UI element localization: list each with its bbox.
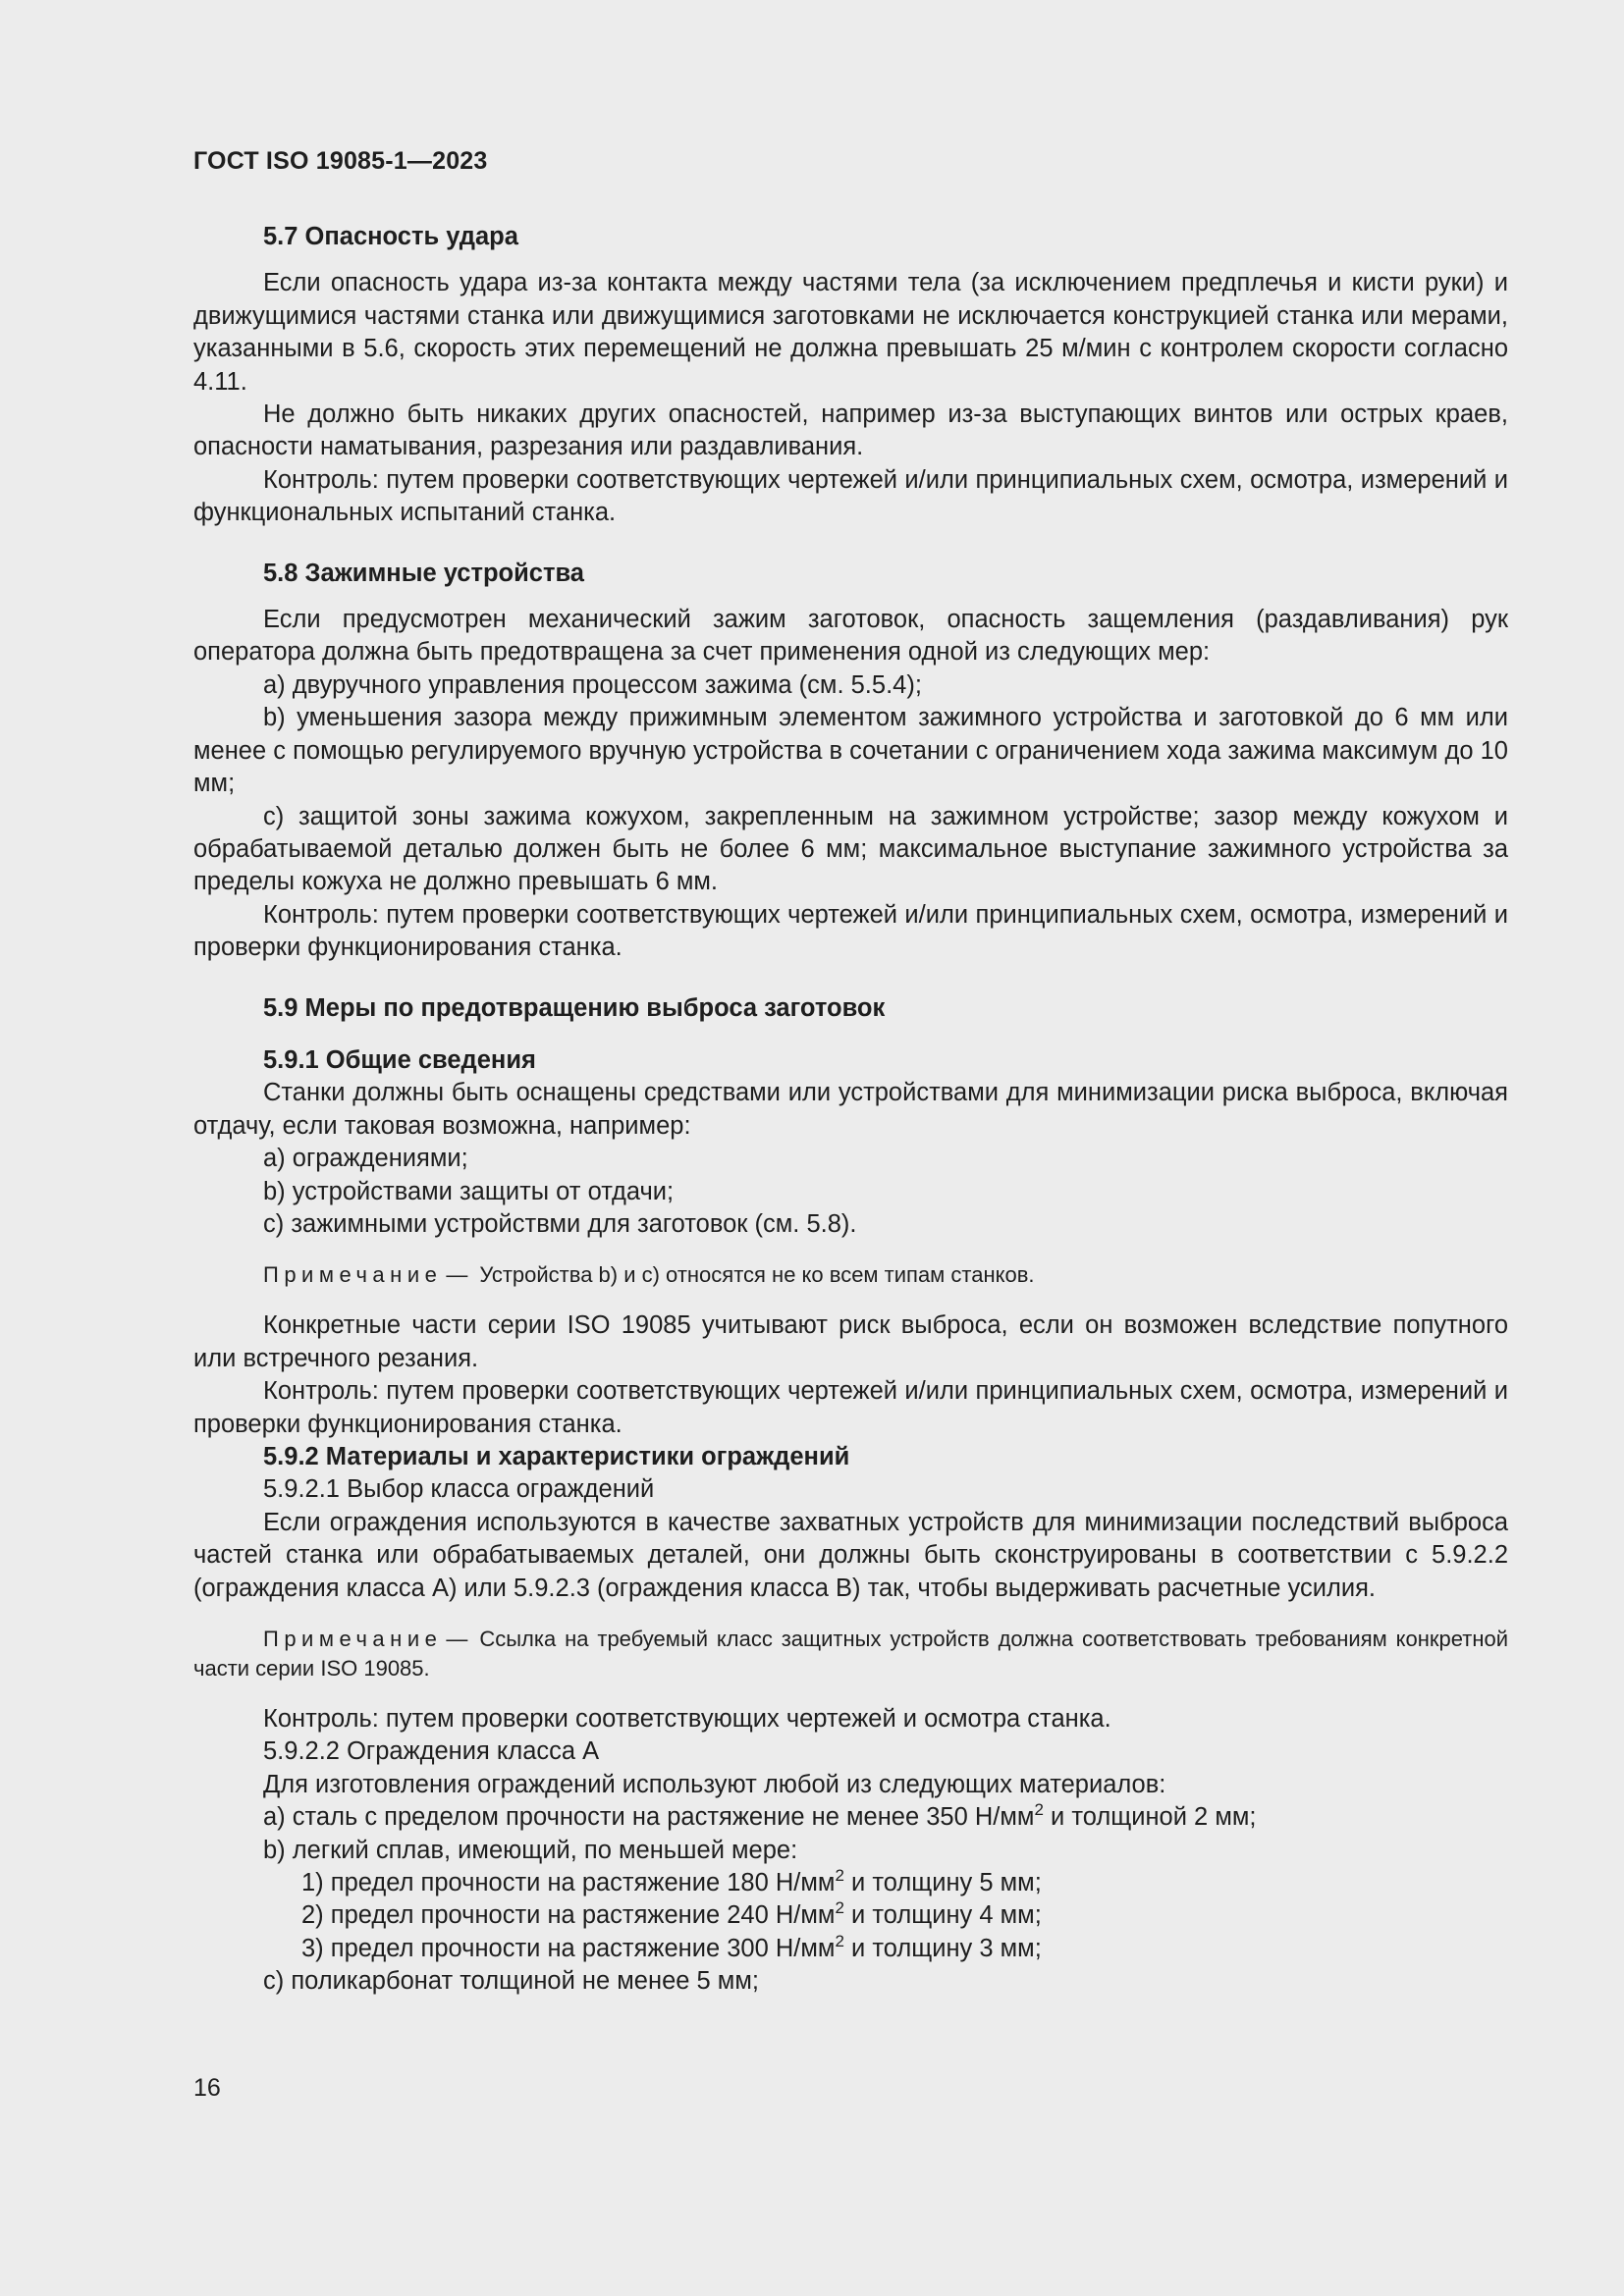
section-5-7-control: Контроль: путем проверки соответствующих чертежей и/или принципиальных схем, осмотра, измерений и функциональных испытаний станка. [193, 465, 1508, 527]
section-5-9-2-2-item-a: a) сталь с пределом прочности на растяжение не менее 350 $Н/мм^2$ и толщиной 2 мм; [263, 1800, 1257, 1832]
section-5-9-2-title: 5.9.2 Материалы и характеристики ограждений [263, 1443, 850, 1470]
section-5-9-1-title: 5.9.1 Общие сведения [263, 1045, 536, 1074]
note-2 [193, 1625, 1508, 1683]
section-5-7-title: 5.7 Опасность удара [263, 223, 518, 250]
section-5-9-1-item-a: a) ограждениями; [263, 1145, 468, 1173]
section-5-8-title: 5.8 Зажимные устройства [263, 559, 584, 587]
section-5-8-item-a: a) двуручного управления процессом зажима (см. 5.5.4); [263, 670, 922, 699]
page-number: 16 [193, 2074, 221, 2102]
section-5-9-2-2-item-b3: 3) предел прочности на растяжение 300 $Н/мм^2$ и толщину 3 мм; [301, 1931, 1042, 1962]
section-5-8-paragraph-1: Если предусмотрен механический зажим заготовок, опасность защемления (раздавливания) рук оператора должна быть предотвращена за счет применения одной из следующих мер: [193, 606, 1508, 667]
section-5-9-2-2-item-b1: 1) предел прочности на растяжение 180 $Н/мм^2$ и толщину 5 мм; [301, 1866, 1042, 1897]
section-5-7-paragraph-1: Если опасность удара из-за контакта между частями тела (за исключением предплечья и кисти руки) и движущимися частями станка или движущимися заготовками не исключается конструкцией станка или мерами, указанными в 5.6, скорость этих перемещений не должна превышать 25 м/мин с контролем скорости согласно 4.11. [193, 269, 1508, 396]
section-5-9-2-2-intro: Для изготовления ограждений используют любой из следующих материалов: [263, 1770, 1166, 1798]
note-2-label: Примечание [263, 1627, 443, 1652]
page-content [193, 221, 1508, 1999]
section-5-9-1-item-b: b) устройствами защиты от отдачи; [263, 1177, 675, 1205]
section-5-9-1-item-c: c) зажимными устройствми для заготовок (см. 5.8). [263, 1209, 857, 1238]
note-1 [193, 1260, 1508, 1290]
section-5-8-item-c: c) защитой зоны зажима кожухом, закрепленным на зажимном устройстве; зазор между кожухом и обрабатываемой деталью должен быть не более 6 мм; максимальное выступание зажимного устройства за пределы кожуха не должно превышать 6 мм. [193, 802, 1508, 896]
section-5-9-1-control: Контроль: путем проверки соответствующих чертежей и/или принципиальных схем, осмотра, измерений и проверки функционирования станка. [193, 1377, 1508, 1438]
section-5-9-2-2-title: 5.9.2.2 Ограждения класса A [263, 1737, 600, 1766]
note-1-dash: — [446, 1262, 468, 1288]
section-5-9-2-2-item-c: c) поликарбонат толщиной не менее 5 мм; [263, 1967, 759, 1996]
section-5-8-item-b: b) уменьшения зазора между прижимным элементом зажимного устройства и заготовкой до 6 мм или менее с помощью регулируемого вручную устройства в сочетании с ограничением хода зажима максимум до 10 мм; [193, 704, 1508, 798]
section-5-7-paragraph-2: Не должно быть никаких других опасностей, например из-за выступающих винтов или острых краев, опасности наматывания, разрезания или раздавливания. [193, 400, 1508, 461]
section-5-8-control: Контроль: путем проверки соответствующих чертежей и/или принципиальных схем, осмотра, измерений и проверки функционирования станка. [193, 900, 1508, 962]
note-2-text: Ссылка на требуемый класс защитных устройств должна соответствовать требованиям конкретной части серии ISO 19085. [193, 1627, 1508, 1682]
note-1-label: Примечание [263, 1262, 443, 1288]
section-5-9-2-1-title: 5.9.2.1 Выбор класса ограждений [263, 1475, 655, 1504]
note-1-text: Устройства b) и c) относятся не ко всем типам станков. [479, 1262, 1035, 1288]
section-5-9-2-1-control: Контроль: путем проверки соответствующих чертежей и осмотра станка. [263, 1705, 1111, 1734]
section-5-9-2-2-item-b: b) легкий сплав, имеющий, по меньшей мере: [263, 1836, 798, 1864]
section-5-9-1-paragraph-2: Конкретные части серии ISO 19085 учитывают риск выброса, если он возможен вследствие попутного или встречного резания. [193, 1311, 1508, 1372]
section-5-9-2-1-paragraph-1: Если ограждения используются в качестве захватных устройств для минимизации последствий выброса частей станка или обрабатываемых деталей, они должны быть сконструированы в соответствии с 5.9.2.2 (ограждения класса A) или 5.9.2.3 (ограждения класса B) так, чтобы выдерживать расчетные усилия. [193, 1508, 1508, 1602]
section-5-9-title: 5.9 Меры по предотвращению выброса заготовок [263, 993, 886, 1022]
section-5-9-2-2-item-b2: 2) предел прочности на растяжение 240 $Н/мм^2$ и толщину 4 мм; [301, 1898, 1042, 1930]
document-header: ГОСТ ISO 19085-1—2023 [193, 147, 488, 175]
note-2-dash: — [446, 1627, 468, 1652]
section-5-9-1-paragraph-1: Станки должны быть оснащены средствами или устройствами для минимизации риска выброса, включая отдачу, если таковая возможна, например: [193, 1079, 1508, 1140]
